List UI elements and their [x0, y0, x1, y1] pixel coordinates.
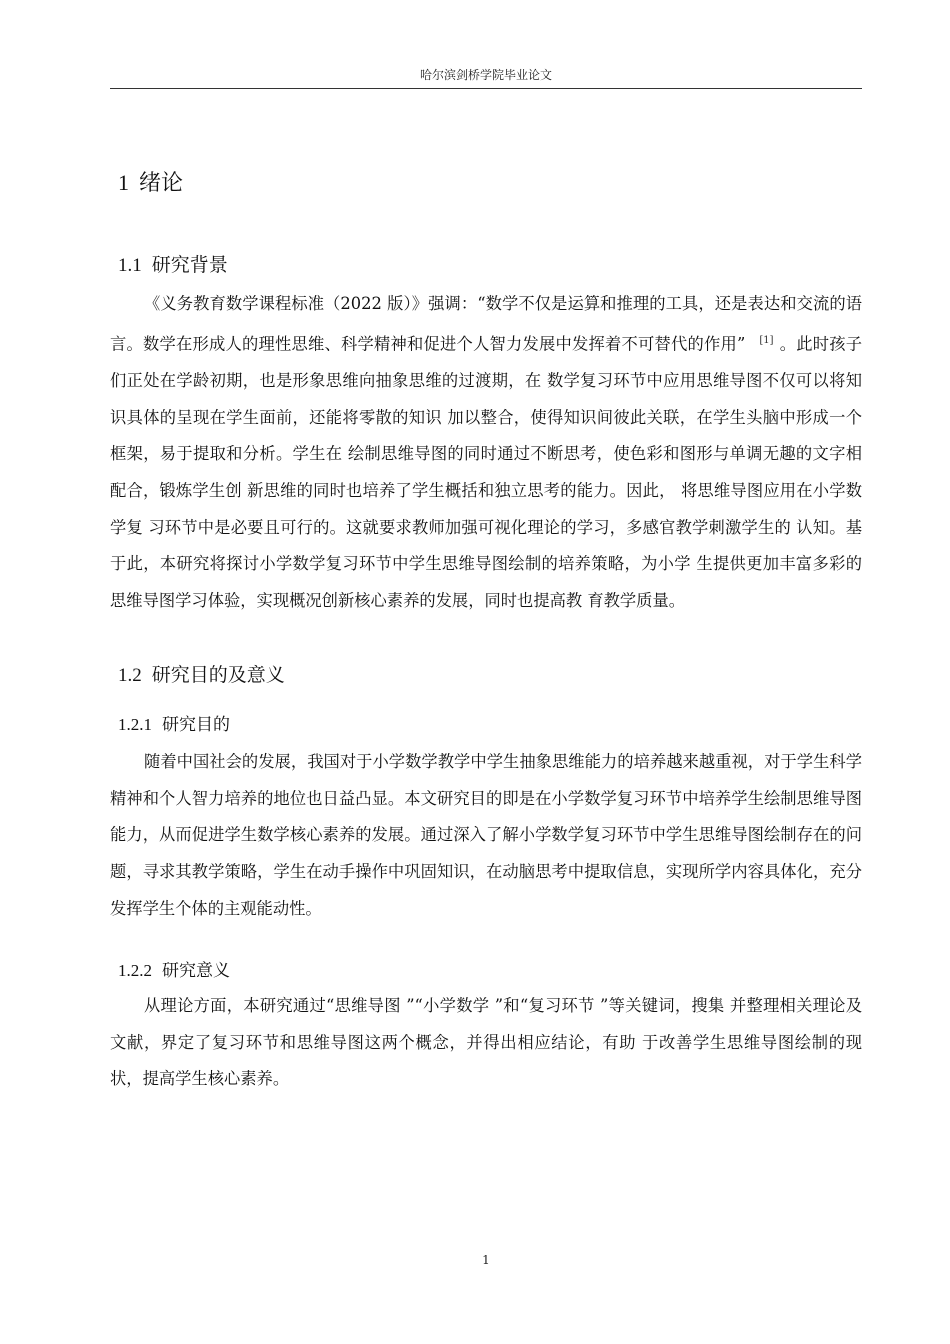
chapter-title: 绪论	[139, 171, 184, 196]
section-title: 研究背景	[151, 254, 228, 276]
subsection-number: 1.2.1	[118, 715, 152, 734]
section-number: 1.2	[118, 665, 142, 686]
subsection-heading-1-2-1	[118, 710, 230, 735]
citation-marker: [1]	[759, 334, 774, 346]
subsection-number: 1.2.2	[118, 961, 152, 980]
section-heading-1-1	[118, 250, 228, 277]
significance-paragraph: 从理论方面，本研究通过“思维导图 ”“小学数学 ”和“复习环节 ”等关键词，搜集 并整理相关理论及文献，界定了复习环节和思维导图这两个概念，并得出相应结论，有助 于改善学生思维导图绘制的现状，提高学生核心素养。	[110, 996, 862, 1089]
chapter-heading	[118, 166, 183, 197]
section-number: 1.1	[118, 255, 142, 276]
background-text-b: 。此时孩子们正处在学龄初期，也是形象思维向抽象思维的过渡期，在 数学复习环节中应用思维导图不仅可以将知识具体的呈现在学生面前，还能将零散的知识 加以整合，使得知识间彼此关联，在学生头脑中形成一个框架，易于提取和分析。学生在 绘制思维导图的同时通过不断思考，使色彩和图形与单调无趣的文字相配合，锻炼学生创 新思维的同时也培养了学生概括和独立思考的能力。因此， 将思维导图应用在小学数学复 习环节中是必要且可行的。这就要求教师加强可视化理论的学习，多感官教学刺激学生的 认知。基于此，本研究将探讨小学数学复习环节中学生思维导图绘制的培养策略，为小学 生提供更加丰富多彩的思维导图学习体验，实现概况创新核心素养的发展，同时也提高教 育教学质量。	[110, 334, 862, 611]
subsection-heading-1-2-2	[118, 956, 230, 981]
chapter-number: 1	[118, 170, 129, 195]
background-paragraph	[110, 286, 862, 620]
background-text-a: 《义务教育数学课程标准（2022 版）》强调：“数学不仅是运算和推理的工具，还是表达和交流的语言。数学在形成人的理性思维、科学精神和促进个人智力发展中发挥着不可替代的作用”	[110, 294, 862, 354]
purpose-paragraph: 随着中国社会的发展，我国对于小学数学教学中学生抽象思维能力的培养越来越重视，对于学生科学精神和个人智力培养的地位也日益凸显。本文研究目的即是在小学数学复习环节中培养学生绘制思维导图能力，从而促进学生数学核心素养的发展。通过深入了解小学数学复习环节中学生思维导图绘制存在的问题，寻求其教学策略，学生在动手操作中巩固知识，在动脑思考中提取信息，实现所学内容具体化，充分发挥学生个体的主观能动性。	[110, 752, 862, 918]
subsection-title: 研究目的	[162, 715, 230, 735]
subsection-title: 研究意义	[162, 961, 230, 981]
section-title: 研究目的及意义	[151, 664, 285, 686]
section-heading-1-2	[118, 660, 285, 687]
header-rule	[110, 88, 862, 89]
page-number: 1	[482, 1253, 490, 1267]
running-header: 哈尔滨剑桥学院毕业论文	[419, 68, 552, 82]
